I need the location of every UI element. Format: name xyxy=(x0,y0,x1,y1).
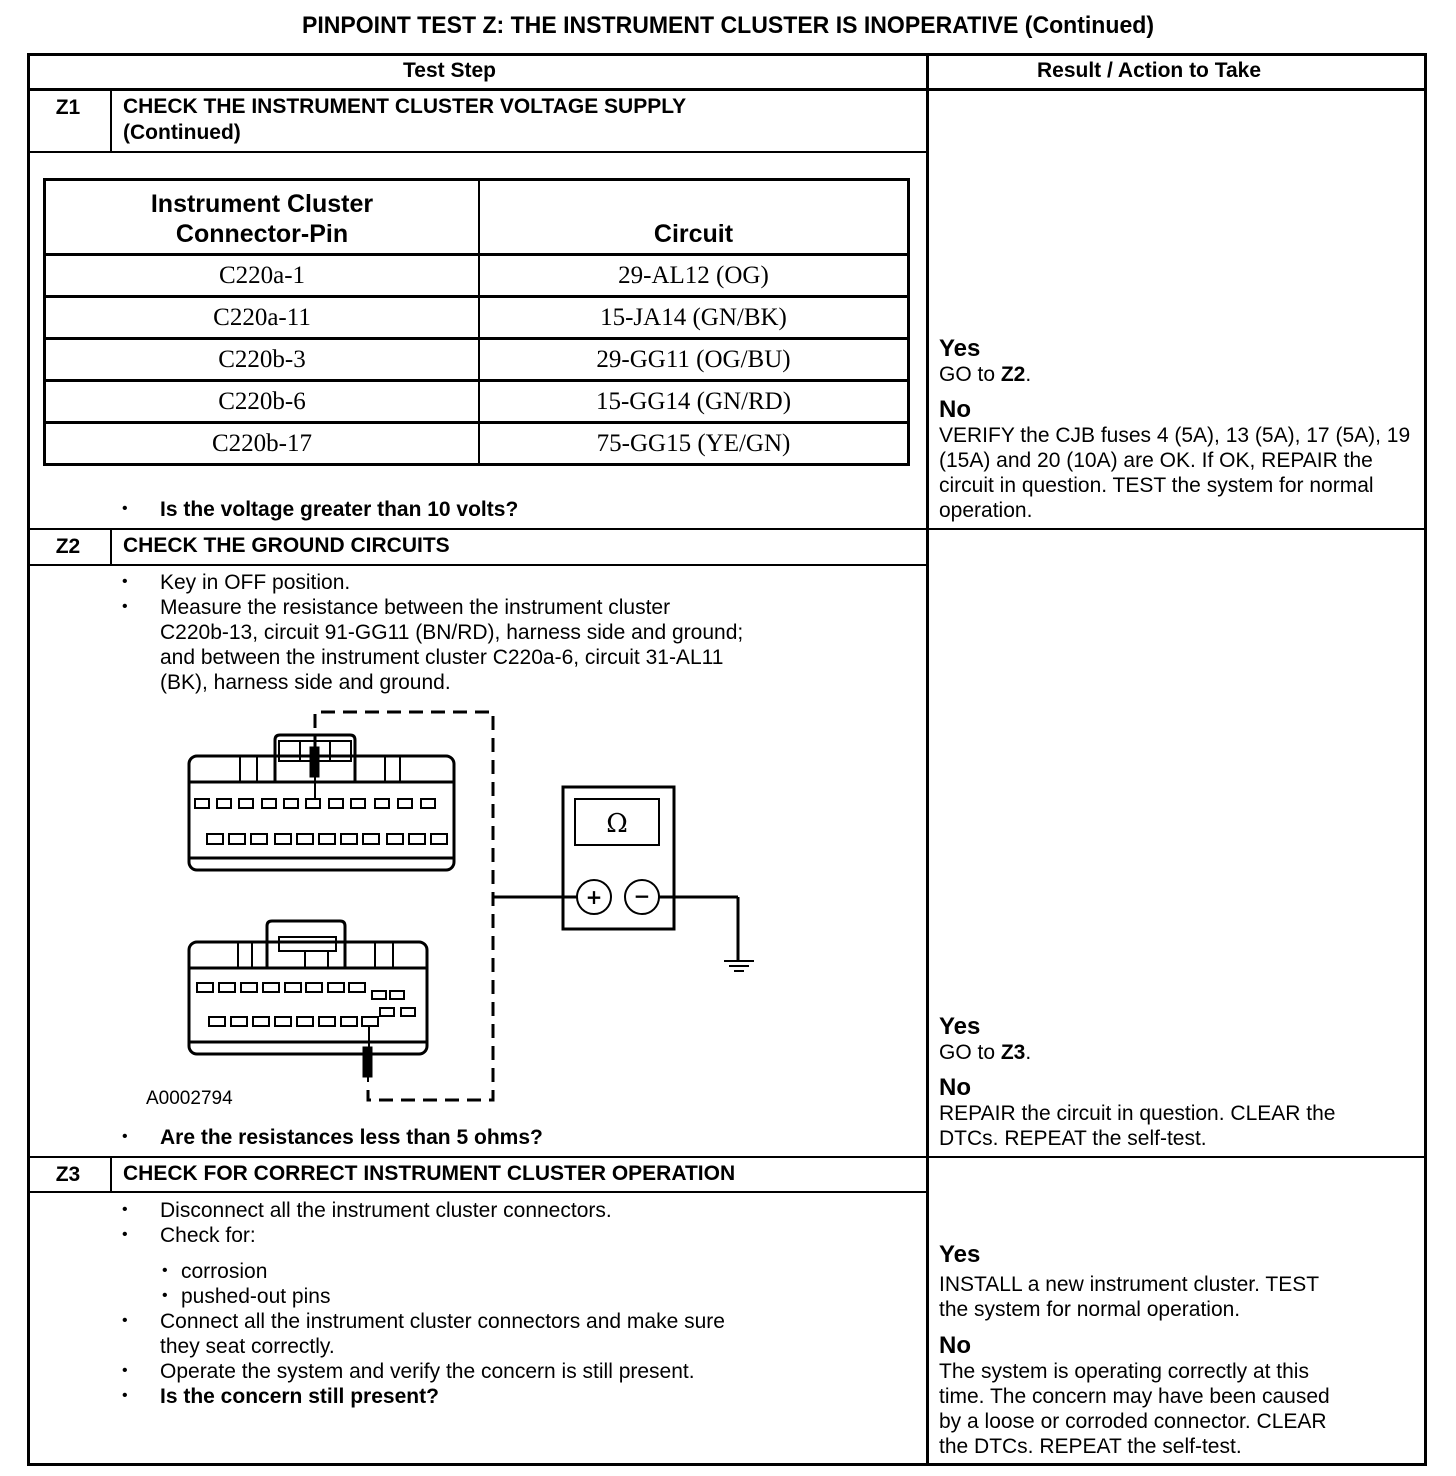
step-title-z1-line2: (Continued) xyxy=(123,121,241,144)
z1-title-divider xyxy=(27,151,927,153)
step-title-z1-line1: CHECK THE INSTRUMENT CLUSTER VOLTAGE SUPPLY xyxy=(123,95,687,118)
pin-table-header-circuit: Circuit xyxy=(479,180,909,255)
step-id-z2: Z2 xyxy=(55,535,81,558)
z2-no-text-line2: DTCs. REPEAT the self-test. xyxy=(939,1127,1207,1150)
pin-table-header-pin xyxy=(45,180,480,255)
z2-no-text-line1: REPAIR the circuit in question. CLEAR the xyxy=(939,1102,1336,1125)
z2-bullet-2-line4: (BK), harness side and ground. xyxy=(160,671,451,694)
z3-question: Is the concern still present? xyxy=(160,1385,439,1408)
z3-title-divider xyxy=(27,1191,927,1193)
z1-yes-text xyxy=(939,362,1031,387)
minus-terminal-label: − xyxy=(633,884,651,908)
z3-bullet-2: Check for: xyxy=(160,1224,256,1247)
step-title-z3: CHECK FOR CORRECT INSTRUMENT CLUSTER OPERATION xyxy=(123,1162,736,1185)
z2-yes-text xyxy=(939,1040,1031,1065)
connector-pin-table xyxy=(43,178,910,466)
z2-bullet-2-line3: and between the instrument cluster C220a-6, circuit 31-AL11 xyxy=(160,646,724,669)
id-divider-z3 xyxy=(110,1158,112,1191)
bullet-icon: • xyxy=(122,1128,128,1145)
pin-cell: C220a-1 xyxy=(45,255,480,297)
table-row xyxy=(45,423,909,465)
z2-bullet-2-line2: C220b-13, circuit 91-GG11 (BN/RD), harness side and ground; xyxy=(160,621,744,644)
z1-no-label: No xyxy=(939,396,971,423)
table-row xyxy=(45,339,909,381)
bullet-icon: • xyxy=(122,500,128,517)
pin-cell: C220b-6 xyxy=(45,381,480,423)
ohm-symbol: Ω xyxy=(606,809,628,839)
z1-yes-label: Yes xyxy=(939,335,981,362)
bullet-icon: • xyxy=(122,1387,128,1404)
step-title-z2: CHECK THE GROUND CIRCUITS xyxy=(123,534,450,557)
sub-bullet-icon: • xyxy=(162,1287,168,1304)
pin-cell: C220a-11 xyxy=(45,297,480,339)
table-row xyxy=(45,255,909,297)
bullet-icon: • xyxy=(122,1201,128,1218)
z3-bullet-4: Operate the system and verify the concern is still present. xyxy=(160,1360,695,1383)
pin-cell: C220b-17 xyxy=(45,423,480,465)
header-result-action: Result / Action to Take xyxy=(1037,59,1262,82)
pin-header-line1: Instrument Cluster xyxy=(150,190,374,218)
z2-yes-label: Yes xyxy=(939,1013,981,1040)
goto-target-z2: Z2 xyxy=(1000,363,1026,386)
ground-icon xyxy=(724,961,754,971)
yes-text-prefix: GO to xyxy=(939,363,1001,386)
z3-no-text-line4: the DTCs. REPEAT the self-test. xyxy=(939,1435,1242,1458)
id-divider-z2 xyxy=(110,530,112,564)
bullet-icon: • xyxy=(122,1312,128,1329)
column-divider xyxy=(926,53,929,1466)
bullet-icon: • xyxy=(122,573,128,590)
z2-bottom-divider xyxy=(27,1156,1427,1158)
z3-no-text-line1: The system is operating correctly at this xyxy=(939,1360,1309,1383)
figure-id: A0002794 xyxy=(146,1088,233,1109)
circuit-cell: 75-GG15 (YE/GN) xyxy=(479,423,909,465)
pin-header-line2: Connector-Pin xyxy=(175,220,349,248)
header-divider xyxy=(27,88,1427,91)
connector-c220a-icon xyxy=(189,735,454,870)
circuit-cell: 29-AL12 (OG) xyxy=(479,255,909,297)
page-title: PINPOINT TEST Z: THE INSTRUMENT CLUSTER IS INOPERATIVE (Continued) xyxy=(301,12,1155,39)
plus-terminal-label: + xyxy=(585,885,603,909)
ground-circuit-diagram xyxy=(140,700,780,1120)
z3-yes-text-line2: the system for normal operation. xyxy=(939,1298,1241,1321)
z3-sub-bullet-1: corrosion xyxy=(181,1260,268,1283)
step-id-z1: Z1 xyxy=(55,96,81,119)
z2-bullet-1: Key in OFF position. xyxy=(160,571,351,594)
header-test-step: Test Step xyxy=(403,59,496,82)
circuit-cell: 15-JA14 (GN/BK) xyxy=(479,297,909,339)
yes-text-suffix: . xyxy=(1025,1041,1032,1064)
z1-no-text: VERIFY the CJB fuses 4 (5A), 13 (5A), 17 (5A), 19 (15A) and 20 (10A) are OK. If OK, REPAIR the circuit in question. TEST the system for normal operation. xyxy=(939,424,1411,522)
z3-bullet-3-line1: Connect all the instrument cluster connectors and make sure xyxy=(160,1310,725,1333)
pin-cell: C220b-3 xyxy=(45,339,480,381)
connector-c220b-icon xyxy=(189,921,427,1054)
z3-bullet-1: Disconnect all the instrument cluster connectors. xyxy=(160,1199,612,1222)
z2-question: Are the resistances less than 5 ohms? xyxy=(160,1126,543,1149)
yes-text-prefix: GO to xyxy=(939,1041,1001,1064)
step-id-z3: Z3 xyxy=(55,1163,81,1186)
z3-bullet-3-line2: they seat correctly. xyxy=(160,1335,335,1358)
z2-bullet-2-line1: Measure the resistance between the instrument cluster xyxy=(160,596,671,619)
z3-yes-label: Yes xyxy=(939,1241,981,1268)
yes-text-suffix: . xyxy=(1025,363,1032,386)
z3-no-label: No xyxy=(939,1332,971,1359)
id-divider-z1 xyxy=(110,90,112,151)
z3-no-text-line3: by a loose or corroded connector. CLEAR xyxy=(939,1410,1327,1433)
z2-title-divider xyxy=(27,564,927,566)
bullet-icon: • xyxy=(122,1226,128,1243)
z3-yes-text-line1: INSTALL a new instrument cluster. TEST xyxy=(939,1273,1320,1296)
circuit-cell: 29-GG11 (OG/BU) xyxy=(479,339,909,381)
table-row xyxy=(45,381,909,423)
sub-bullet-icon: • xyxy=(162,1262,168,1279)
table-row xyxy=(45,297,909,339)
z1-bottom-divider xyxy=(27,528,1427,530)
z3-no-text-line2: time. The concern may have been caused xyxy=(939,1385,1330,1408)
z3-sub-bullet-2: pushed-out pins xyxy=(181,1285,331,1308)
z1-question: Is the voltage greater than 10 volts? xyxy=(160,498,519,521)
bullet-icon: • xyxy=(122,598,128,615)
z2-no-label: No xyxy=(939,1074,971,1101)
circuit-cell: 15-GG14 (GN/RD) xyxy=(479,381,909,423)
goto-target-z3: Z3 xyxy=(1000,1041,1026,1064)
bullet-icon: • xyxy=(122,1362,128,1379)
